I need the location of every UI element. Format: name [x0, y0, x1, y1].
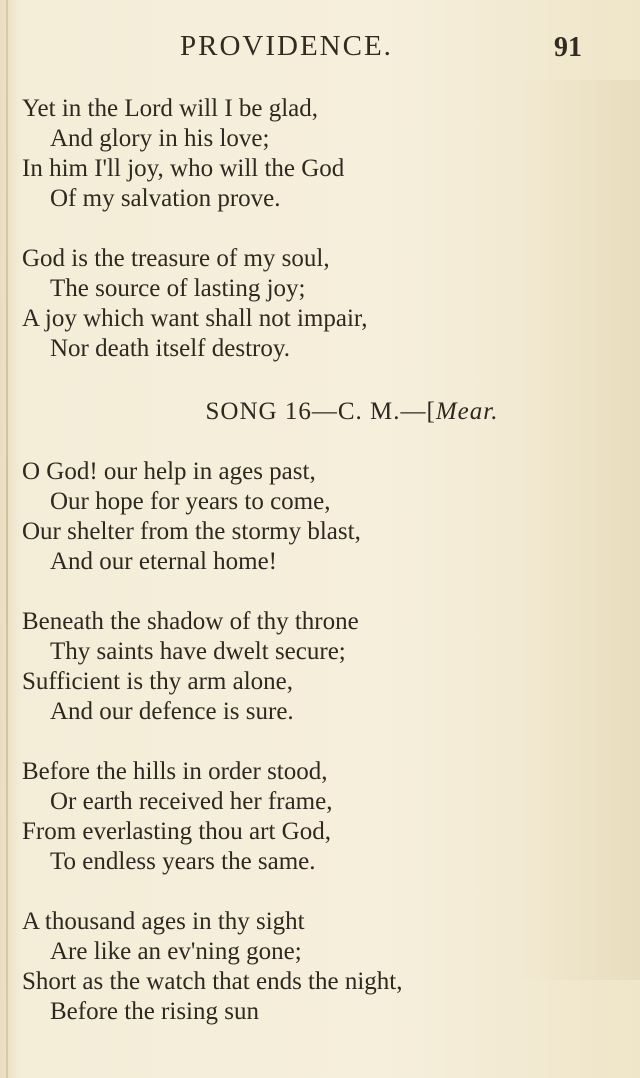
verse-line: Short as the watch that ends the night,: [22, 968, 403, 995]
verse-line: And our eternal home!: [50, 548, 278, 575]
verse-line: Thy saints have dwelt secure;: [50, 638, 346, 665]
stanza: [22, 607, 612, 727]
verse-line: To endless years the same.: [50, 848, 316, 875]
tune-name: Mear.: [435, 398, 499, 425]
verse-line: Nor death itself destroy.: [50, 335, 290, 362]
verse-line: O God! our help in ages past,: [22, 458, 316, 485]
song-number-meter: SONG 16—C. M.—[: [205, 398, 436, 425]
stanza: [22, 907, 612, 1027]
stanza: [22, 94, 612, 214]
verse-line: God is the treasure of my soul,: [22, 245, 330, 272]
page-number: 91: [554, 32, 582, 63]
verse-line: Yet in the Lord will I be glad,: [22, 95, 319, 122]
stanza: [22, 457, 612, 577]
page-header: [0, 30, 640, 70]
verse-line: A thousand ages in thy sight: [22, 908, 305, 935]
verse-line: Are like an ev'ning gone;: [50, 938, 302, 965]
verse-line: And our defence is sure.: [50, 698, 294, 725]
stanza: [22, 244, 612, 364]
verse-line: Beneath the shadow of thy throne: [22, 608, 359, 635]
verse-line: Sufficient is thy arm alone,: [22, 668, 294, 695]
verse-line: A joy which want shall not impair,: [22, 305, 368, 332]
verse-line: Of my salvation prove.: [50, 185, 281, 212]
running-title: PROVIDENCE.: [180, 30, 393, 62]
verse-line: Our shelter from the stormy blast,: [22, 518, 361, 545]
verse-line: From everlasting thou art God,: [22, 818, 331, 845]
verse-line: The source of lasting joy;: [50, 275, 306, 302]
verse-line: In him I'll joy, who will the God: [22, 155, 345, 182]
hymn-text: [22, 94, 612, 1027]
verse-line: Before the hills in order stood,: [22, 758, 328, 785]
verse-line: Or earth received her frame,: [50, 788, 333, 815]
verse-line: Before the rising sun: [50, 998, 259, 1025]
verse-line: And glory in his love;: [50, 125, 270, 152]
stanza: [22, 757, 612, 877]
verse-line: Our hope for years to come,: [50, 488, 331, 515]
page-spine-edge: [6, 0, 8, 1078]
song-heading: [22, 397, 612, 427]
